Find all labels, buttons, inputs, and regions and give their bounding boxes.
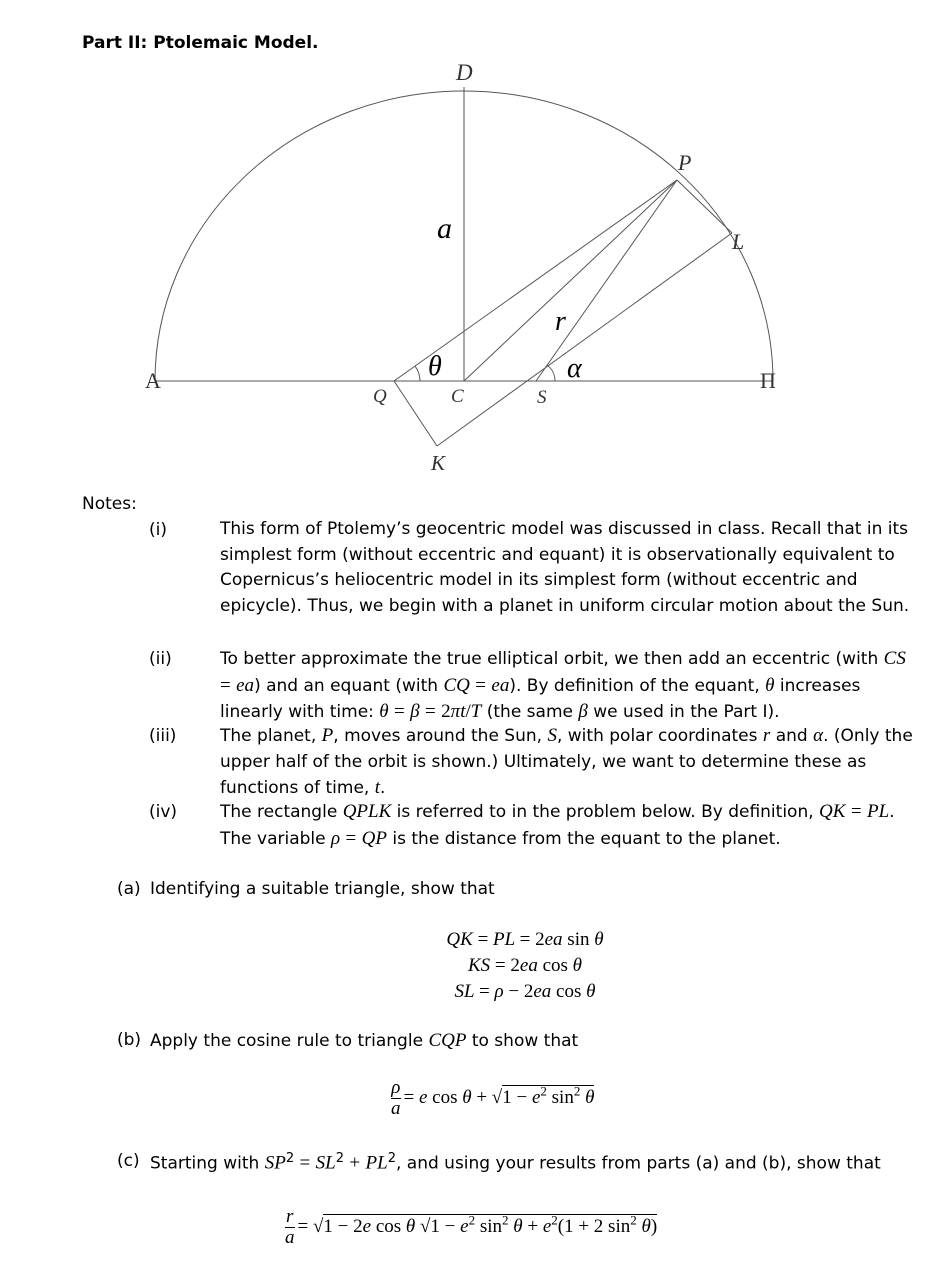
label-theta: θ (428, 351, 442, 382)
label-d: D (456, 60, 473, 85)
label-c: C (451, 386, 464, 407)
notes-heading: Notes: (82, 494, 137, 514)
part-a-text: Identifying a suitable triangle, show that (150, 879, 495, 899)
note-number: (iii) (149, 726, 177, 746)
label-r: r (555, 306, 566, 337)
equation-qk-pl: QK = PL = 2ea sin θ (446, 929, 604, 950)
theta-arc (415, 366, 420, 381)
label-alpha: α (567, 353, 582, 384)
label-a-point: A (145, 368, 161, 393)
equation-r: $\frac{r}{a}$ = √1 − 2e cos θ $√1 - e^2$ $\sin^2 \theta + e^2(1 + 2$ $\sin^2 \theta$) (285, 1206, 658, 1248)
equation-rho: $\frac{\rho}{a}$ = e $\cos \theta + √1 - e^2$ $\sin^2 \theta$ (391, 1077, 595, 1119)
note-iv-text: The rectangle QPLK is referred to in the problem below. By definition, QK = PL. The variable ρ = QP is the distance from the equant to the planet. (220, 801, 895, 849)
line-qk (394, 381, 437, 446)
note-number: (i) (149, 520, 167, 540)
note-number: (iv) (149, 802, 178, 822)
label-k: K (431, 451, 446, 475)
alpha-arc (547, 365, 555, 381)
note-i-text: This form of Ptolemy’s geocentric model was discussed in class. Recall that in its simplest form (without eccentric and equant) it is observationally equivalent to Copernicus’s heliocentric model in its simplest form (without eccentric and epicycle). Thus, we begin with a planet in uniform circular motion about the Sun. (220, 519, 910, 617)
ptolemaic-diagram (0, 0, 942, 500)
label-l: L (732, 229, 745, 254)
label-pi: Π (760, 368, 776, 393)
label-radius-a: a (437, 212, 452, 245)
part-b-label: (b) (117, 1030, 142, 1050)
equation-ks: KS = 2ea cos θ (467, 955, 582, 976)
part-b-text: Apply the cosine rule to triangle CQP to show that (150, 1030, 579, 1051)
line-cp (464, 180, 677, 381)
part-a-label: (a) (117, 879, 141, 899)
part-c-label: (c) (117, 1151, 140, 1171)
label-p: P (678, 150, 692, 175)
line-pl (677, 180, 732, 233)
part-title: Part II: Ptolemaic Model. (82, 33, 319, 53)
note-number: (ii) (149, 649, 172, 669)
line-sp (536, 180, 677, 381)
note-iii-text: The planet, P, moves around the Sun, S, with polar coordinates r and α. (Only the upper half of the orbit is shown.) Ultimately, we want to determine these as functions of time, t. (220, 725, 913, 799)
label-q: Q (373, 386, 387, 407)
line-ks (437, 233, 732, 446)
part-c-text: Starting with $SP^2 = SL^2 + PL^2$, and using your results from parts (a) and (b), show that (150, 1151, 881, 1174)
equation-sl: SL = ρ − 2ea cos θ (454, 981, 596, 1002)
label-s: S (537, 387, 547, 408)
note-ii-text: To better approximate the true elliptical orbit, we then add an eccentric (with CS = ea) and an equant (with CQ = ea). By definition of the equant, θ increases linearly with time: θ = β = 2πt/T (the same β we used in the Part I). (220, 648, 906, 723)
